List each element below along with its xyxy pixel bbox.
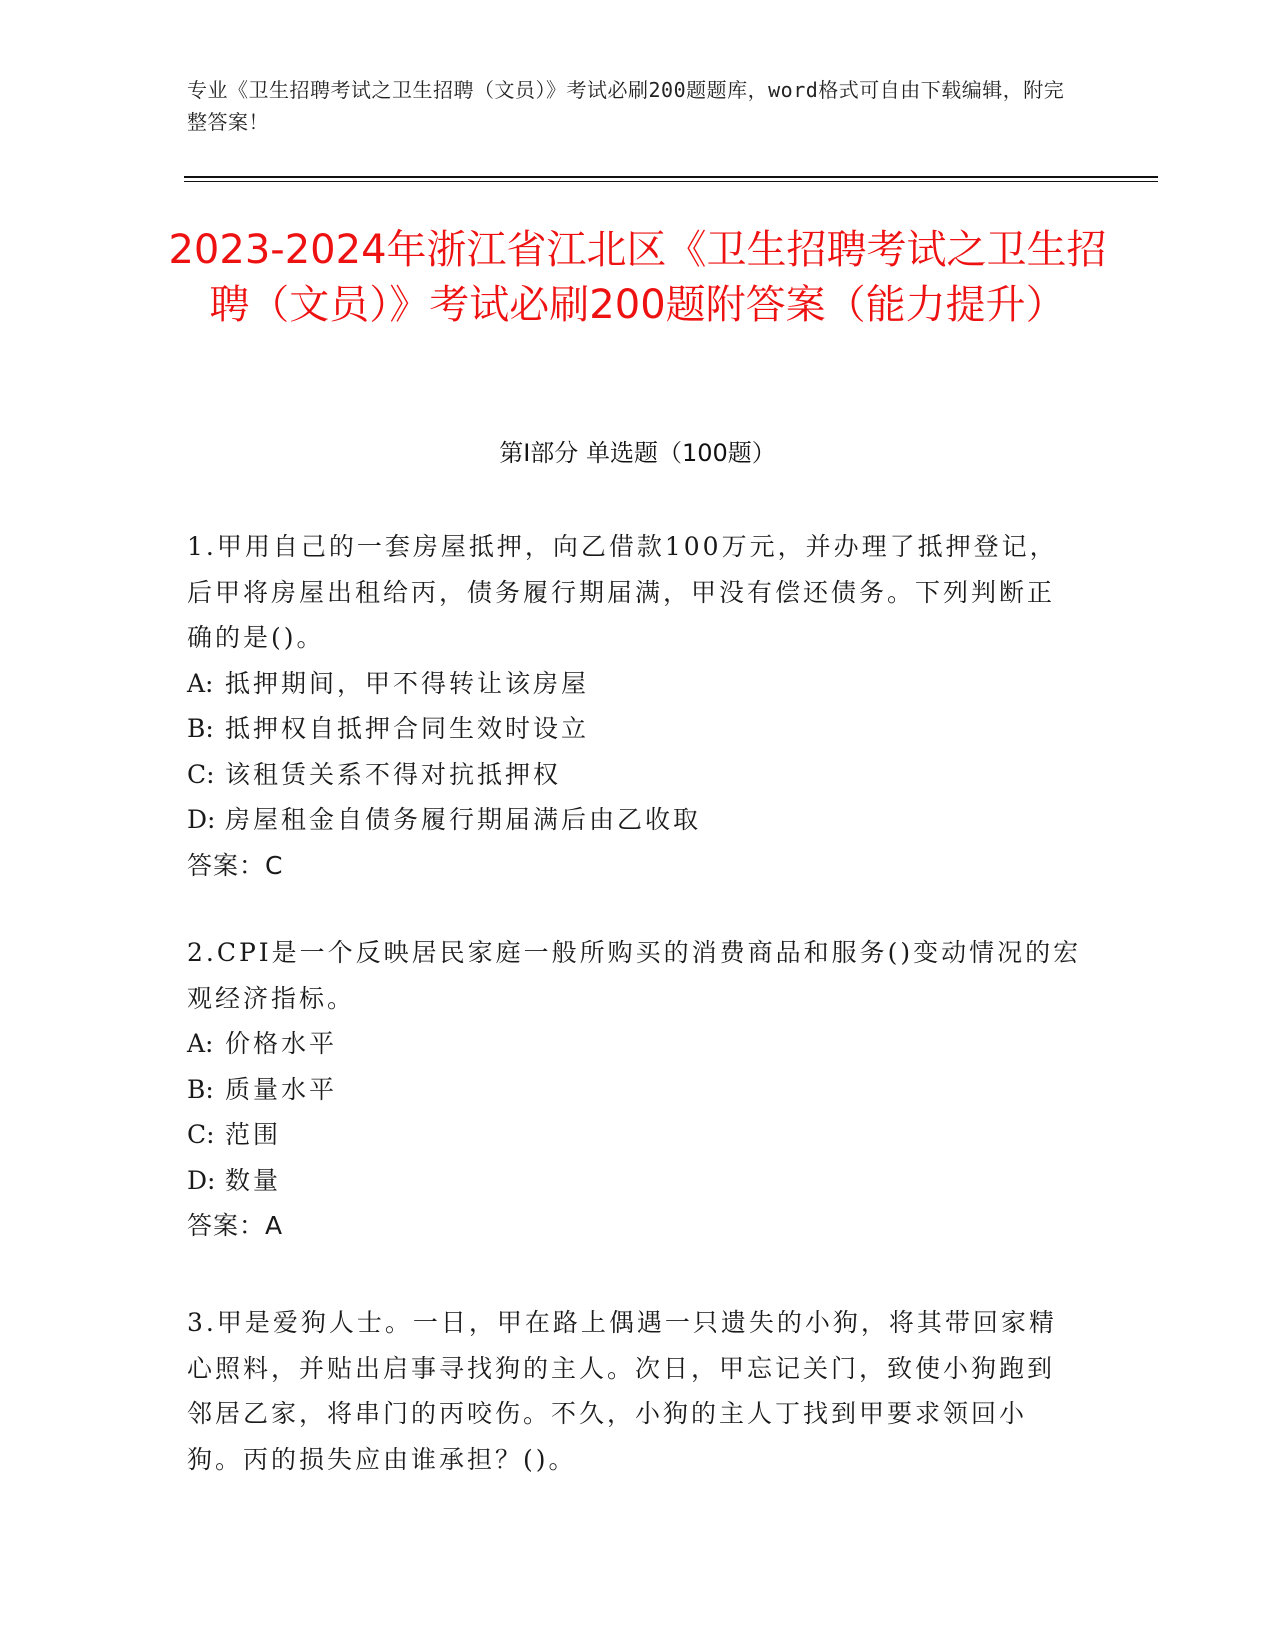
option-c xyxy=(187,1112,1082,1158)
document-title: 2023-2024年浙江省江北区《卫生招聘考试之卫生招聘（文员）》考试必刷200题附答案（能力提升） xyxy=(168,227,1107,328)
option-letter: A: xyxy=(187,1029,214,1058)
option-d xyxy=(187,1158,1082,1204)
option-text: 价格水平 xyxy=(225,1029,338,1058)
header-note: 专业《卫生招聘考试之卫生招聘（文员）》考试必刷200题题库，word格式可自由下载编辑，附完整答案！ xyxy=(187,78,1065,134)
option-text: 抵押期间，甲不得转让该房屋 xyxy=(225,668,590,698)
question-1 xyxy=(187,524,1082,888)
option-b xyxy=(187,706,1082,752)
option-a xyxy=(187,1021,1082,1067)
option-a xyxy=(187,661,1082,707)
option-c xyxy=(187,752,1082,798)
answer: 答案：A xyxy=(187,1211,284,1240)
question-3 xyxy=(187,1300,1082,1482)
option-text: 数量 xyxy=(225,1165,282,1195)
option-text: 质量水平 xyxy=(225,1074,338,1104)
question-stem: 2.CPI是一个反映居民家庭一般所购买的消费商品和服务()变动情况的宏观经济指标。 xyxy=(187,938,1082,1013)
option-letter: C: xyxy=(187,1120,215,1149)
option-text: 范围 xyxy=(225,1120,282,1149)
question-stem: 3.甲是爱狗人士。一日，甲在路上偶遇一只遗失的小狗，将其带回家精心照料，并贴出启事寻找狗的主人。次日，甲忘记关门，致使小狗跑到邻居乙家，将串门的丙咬伤。不久，小狗的主人丁找到甲要求领回小狗。丙的损失应由谁承担？()。 xyxy=(187,1308,1057,1474)
option-letter: C: xyxy=(187,759,215,789)
option-text: 抵押权自抵押合同生效时设立 xyxy=(225,714,590,743)
option-letter: D: xyxy=(187,1165,216,1195)
header-divider-thin xyxy=(184,181,1158,182)
option-letter: B: xyxy=(187,1074,214,1104)
question-2 xyxy=(187,930,1082,1249)
option-text: 房屋租金自债务履行期届满后由乙收取 xyxy=(225,805,702,834)
option-letter: A: xyxy=(187,668,214,698)
section-heading: 第I部分 单选题（100题） xyxy=(499,439,776,467)
header-divider xyxy=(184,176,1158,178)
option-b xyxy=(187,1067,1082,1113)
question-stem: 1.甲用自己的一套房屋抵押，向乙借款100万元，并办理了抵押登记，后甲将房屋出租给丙，债务履行期届满，甲没有偿还债务。下列判断正确的是()。 xyxy=(187,532,1058,652)
answer: 答案：C xyxy=(187,850,284,880)
option-letter: B: xyxy=(187,714,214,743)
option-d xyxy=(187,797,1082,843)
option-letter: D: xyxy=(187,805,216,834)
option-text: 该租赁关系不得对抗抵押权 xyxy=(225,759,562,789)
